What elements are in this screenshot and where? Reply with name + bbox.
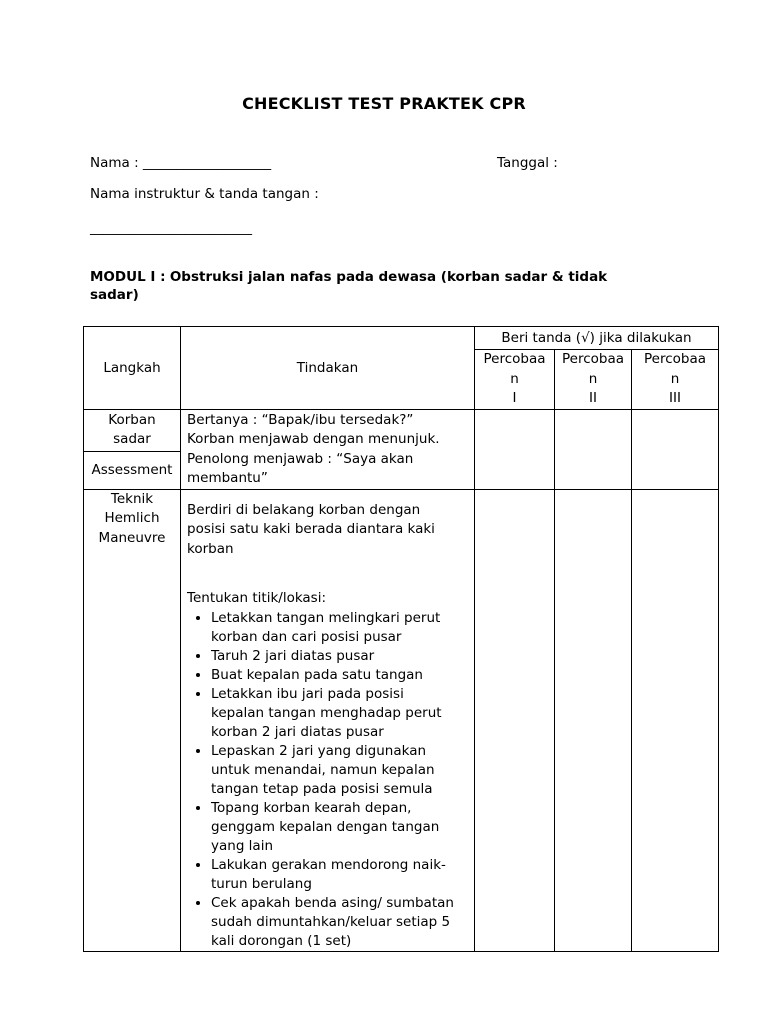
list-item: • Letakkan ibu jari pada posisi kepalan tangan menghadap perut korban 2 jari diatas pusar <box>211 685 470 742</box>
header-percobaan-1: Percobaa n I <box>475 350 555 410</box>
instruktur-signature-line: ________________________ <box>90 220 252 236</box>
checkbox-cell-hemlich-2[interactable] <box>555 489 632 951</box>
page-title: CHECKLIST TEST PRAKTEK CPR <box>242 94 526 113</box>
list-item: • Cek apakah benda asing/ sumbatan sudah dimuntahkan/keluar setiap 5 kali dorongan (1 set) <box>211 894 470 951</box>
checkbox-cell-assessment-2[interactable] <box>555 409 632 489</box>
modul-heading <box>90 268 650 304</box>
checkbox-cell-hemlich-3[interactable] <box>632 489 719 951</box>
header-tindakan: Tindakan <box>181 327 475 410</box>
tanggal-field: Tanggal : <box>497 155 558 171</box>
list-item: • Buat kepalan pada satu tangan <box>211 666 470 685</box>
titik-lokasi-label: Tentukan titik/lokasi: <box>187 590 327 606</box>
modul-text: Obstruksi jalan nafas pada dewasa (korban sadar & tidak sadar) <box>90 269 608 303</box>
header-langkah: Langkah <box>84 327 181 410</box>
header-percobaan-3: Percobaa n III <box>632 350 719 410</box>
checkbox-cell-hemlich-1[interactable] <box>475 489 555 951</box>
list-item: • Lepaskan 2 jari yang digunakan untuk menandai, namun kepalan tangan tetap pada posisi semula <box>211 742 470 799</box>
hemlich-steps-list <box>187 609 470 951</box>
step-assessment: Assessment <box>84 451 181 489</box>
checkbox-cell-assessment-1[interactable] <box>475 409 555 489</box>
action-hemlich: Berdiri di belakang korban dengan posisi satu kaki berada diantara kaki korban Tentukan titik/lokasi: • Letakkan tangan melingkari perut korban dan cari posisi pusar • Taruh 2 jari diatas pusar • Buat kepalan pada satu tangan • Letakkan ibu jari pada posisi kepalan tangan menghadap perut korban 2 jari diatas pusar • Lepaskan 2 jari yang digunakan untuk menandai, namun kepalan tangan tetap pada posisi semula • Topang korban kearah depan, genggam kepalan dengan tangan yang lain • Lakukan gerakan mendorong naik- turun berulang • Cek apakah benda asing/ sumbatan sudah dimuntahkan/keluar setiap 5 kali dorongan (1 set) <box>181 489 475 951</box>
header-percobaan-2: Percobaa n II <box>555 350 632 410</box>
list-item: • Letakkan tangan melingkari perut korban dan cari posisi pusar <box>211 609 470 647</box>
checkbox-cell-assessment-3[interactable] <box>632 409 719 489</box>
list-item: • Taruh 2 jari diatas pusar <box>211 647 470 666</box>
nama-field: Nama : ___________________ <box>90 155 272 171</box>
action-assessment: Bertanya : “Bapak/ibu tersedak?” Korban menjawab dengan menunjuk. Penolong menjawab : “Saya akan membantu” <box>181 409 475 489</box>
step-korban-sadar: Korban sadar <box>84 409 181 451</box>
list-item: • Lakukan gerakan mendorong naik- turun berulang <box>211 856 470 894</box>
list-item: • Topang korban kearah depan, genggam kepalan dengan tangan yang lain <box>211 799 470 856</box>
header-beri-tanda: Beri tanda (√) jika dilakukan <box>475 327 719 350</box>
modul-label: MODUL I : <box>90 269 166 285</box>
instruktur-field: Nama instruktur & tanda tangan : <box>90 186 319 202</box>
step-hemlich: Teknik Hemlich Maneuvre <box>84 489 181 951</box>
checklist-table <box>83 326 719 952</box>
